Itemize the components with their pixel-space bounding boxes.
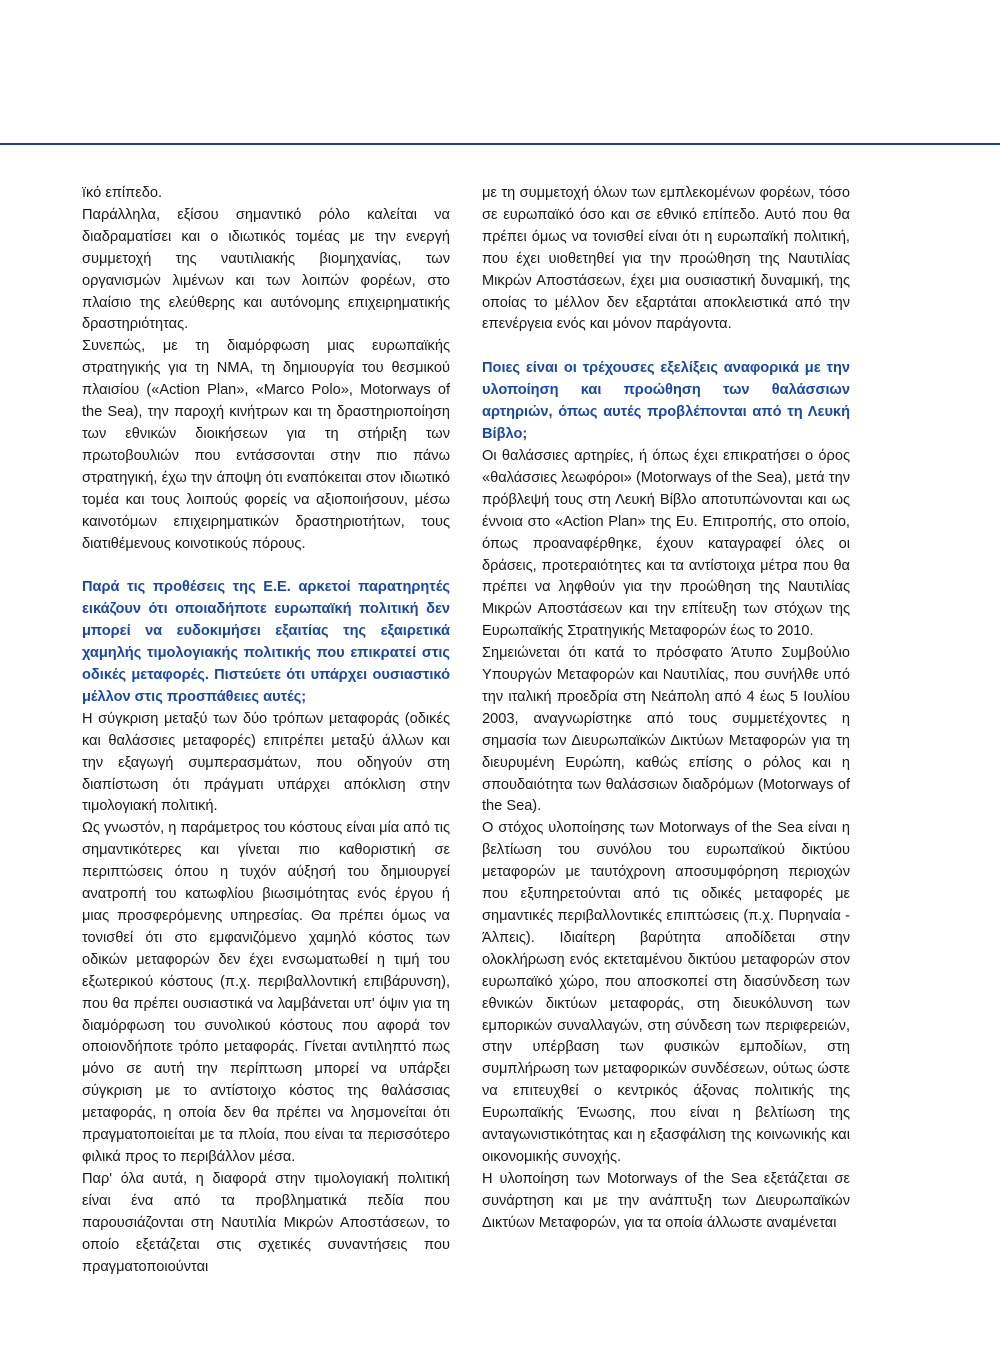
paragraph: Ο στόχος υλοποίησης των Motorways of the Sea είναι η βελτίωση του συνόλου του ευρωπαϊκού δικτύου μεταφορών με ταυτόχρονη αποσυμφόρηση περιοχών που εξυπηρετούνται από τις οδικές μεταφορές με σημαντικές περιβαλλοντικές επιπτώσεις (π.χ. Πυρηναία - Άλπεις). Ιδιαίτερη βαρύτητα αποδίδεται στην ολοκλήρωση ενός εκτεταμένου δικτύου μεταφορών στον ευρωπαϊκό χώρο, που αποσκοπεί στη διασύνδεση των εθνικών δικτύων μεταφοράς, στη διευκόλυνση των εμπορικών συναλλαγών, στη σύνδεση των περιφερειών, στην υπέρβαση των φυσικών εμποδίων, στη συμπλήρωση των μεταφορικών συνδέσεων, ούτως ώστε να επιτευχθεί ο κεντρικός άξονας πολιτικής της Ευρωπαϊκής Ένωσης, που είναι η βελτίωση της ανταγωνιστικότητας και η εξασφάλιση της κοινωνικής και οικονομικής συνοχής.	[482, 820, 850, 1165]
paragraph: Συνεπώς, με τη διαμόρφωση μιας ευρωπαϊκής στρατηγικής για τη ΝΜΑ, τη δημιουργία του θεσμικού πλαισίου («Action Plan», «Marco Polo», Motorways of the Sea), την παροχή κινήτρων και τη δραστηριοποίηση των εθνικών διοικήσεων για τη στήριξη των πρωτοβουλιών που εντάσσονται στην πιο πάνω στρατηγική, έχω την άποψη ότι εναπόκειται στον ιδιωτικό τομέα και τους λοιπούς φορείς να αξιοποιήσουν, μέσω καινοτόμων επιχειρηματικών δραστηριοτήτων, τους διατιθέμενους κοινοτικούς πόρους.	[82, 338, 450, 552]
right-column	[482, 183, 850, 1235]
paragraph: ïκό επίπεδο.	[82, 185, 163, 201]
paragraph: Παράλληλα, εξίσου σημαντικό ρόλο καλείται να διαδραματίσει και ο ιδιωτικός τομέας με την ενεργή συμμετοχή της ναυτιλιακής βιομηχανίας, των οργανισμών λιμένων και των λοιπών φορέων, στο πλαίσιο της ελεύθερης και αυτόνομης επιχειρηματικής δραστηριότητας.	[82, 206, 450, 333]
interview-question: Ποιες είναι οι τρέχουσες εξελίξεις αναφορικά με την υλοποίηση και προώθηση των θαλάσσιων αρτηριών, όπως αυτές προβλέπονται από τη Λευκή Βίβλο;	[482, 360, 850, 443]
paragraph: Παρ' όλα αυτά, η διαφορά στην τιμολογιακή πολιτική είναι ένα από τα προβληματικά πεδία που παρουσιάζονται στη Ναυτιλία Μικρών Αποστάσεων, το οποίο εξετάζεται στις σχετικές συναντήσεις που πραγματοποιούνται	[82, 1170, 450, 1275]
paragraph: με τη συμμετοχή όλων των εμπλεκομένων φορέων, τόσο σε ευρωπαϊκό όσο και σε εθνικό επίπεδο. Αυτό που θα πρέπει όμως να τονισθεί είναι ότι η ευρωπαϊκή πολιτική, που έχει υιοθετηθεί για την προώθηση της Ναυτιλίας Μικρών Αποστάσεων, έχει μια ουσιαστική δυναμική, της οποίας το μέλλον δεν εξαρτάται αποκλειστικά από την επενέργεια ενός και μόνον παράγοντα.	[482, 185, 850, 333]
paragraph: Η σύγκριση μεταξύ των δύο τρόπων μεταφοράς (οδικές και θαλάσσιες μεταφορές) επιτρέπει μεταξύ άλλων και την εξαγωγή συμπερασμάτων, που οδηγούν στη διαπίστωση ότι πράγματι υπάρχει απόκλιση στην τιμολογιακή πολιτική.	[82, 710, 450, 815]
header-rule	[0, 143, 1000, 145]
interview-question: Παρά τις προθέσεις της Ε.Ε. αρκετοί παρατηρητές εικάζουν ότι οποιαδήποτε ευρωπαϊκή πολιτική δεν μπορεί να ευδοκιμήσει εξαιτίας της εξαιρετικά χαμηλής τιμολογιακής πολιτικής που επικρατεί στις οδικές μεταφορές. Πιστεύετε ότι υπάρχει ουσιαστικό μέλλον στις προσπάθειες αυτές;	[82, 579, 450, 705]
paragraph: Ως γνωστόν, η παράμετρος του κόστους είναι μία από τις σημαντικότερες και γίνεται πιο καθοριστική σε περιπτώσεις όπου η τυχόν αύξησή του δημιουργεί ανατροπή του κατωφλίου βιωσιμότητας ενός έργου ή μιας προσφερόμενης υπηρεσίας. Θα πρέπει όμως να τονισθεί ότι στο εμφανιζόμενο χαμηλό κόστος των οδικών μεταφορών δεν έχει ενσωματωθεί η τιμή του εξωτερικού κόστους (π.χ. περιβαλλοντική επιβάρυνση), που θα πρέπει ουσιαστικά να λαμβάνεται υπ' όψιν για τη διαμόρφωση του συνολικού κόστους που αφορά τον οποιονδήποτε τρόπο μεταφοράς. Γίνεται αντιληπτό πως μόνο σε αυτή την περίπτωση μπορεί να υπάρξει σύγκριση με το αντίστοιχο κόστος της θαλάσσιας μεταφοράς, η οποία δεν θα πρέπει να λησμονείται ότι πραγματοποιείται με τα πλοία, που είναι τα περισσότερο φιλικά προς το περιβάλλον μέσα.	[82, 820, 451, 1165]
left-column	[82, 183, 450, 1278]
paragraph: Η υλοποίηση των Motorways of the Sea εξετάζεται σε συνάρτηση και με την ανάπτυξη των Διευρωπαϊκών Δικτύων Μεταφορών, για τα οποία άλλωστε αναμένεται	[482, 1170, 850, 1231]
paragraph: Οι θαλάσσιες αρτηρίες, ή όπως έχει επικρατήσει ο όρος «θαλάσσιες λεωφόροι» (Motorways of the Sea), μετά την πρόβλεψή τους στη Λευκή Βίβλο αποτυπώνονται και ως έννοια στο «Action Plan» της Ευ. Επιτροπής, στο οποίο, όπως προαναφέρθηκε, έχουν καταγραφεί όλες οι δράσεις, προτεραιότητες και τα αντίστοιχα μέτρα που θα πρέπει να ληφθούν για την προώθηση της Ναυτιλίας Μικρών Αποστάσεων και την επίτευξη των στόχων της Ευρωπαϊκής Στρατηγικής Μεταφορών έως το 2010.	[482, 447, 850, 640]
paragraph: Σημειώνεται ότι κατά το πρόσφατο Άτυπο Συμβούλιο Υπουργών Μεταφορών και Ναυτιλίας, που συνήλθε υπό την ιταλική προεδρία στη Νεάπολη από 4 έως 5 Ιουλίου 2003, αναγνωρίστηκε από τους συμμετέχοντες η σημασία των Διευρωπαϊκών Δικτύων Μεταφορών για τη διευρυμένη Ευρώπη, καθώς επίσης ο ρόλος και η σπουδαιότητα των θαλάσσιων διαδρόμων (Motorways of the Sea).	[482, 645, 850, 815]
